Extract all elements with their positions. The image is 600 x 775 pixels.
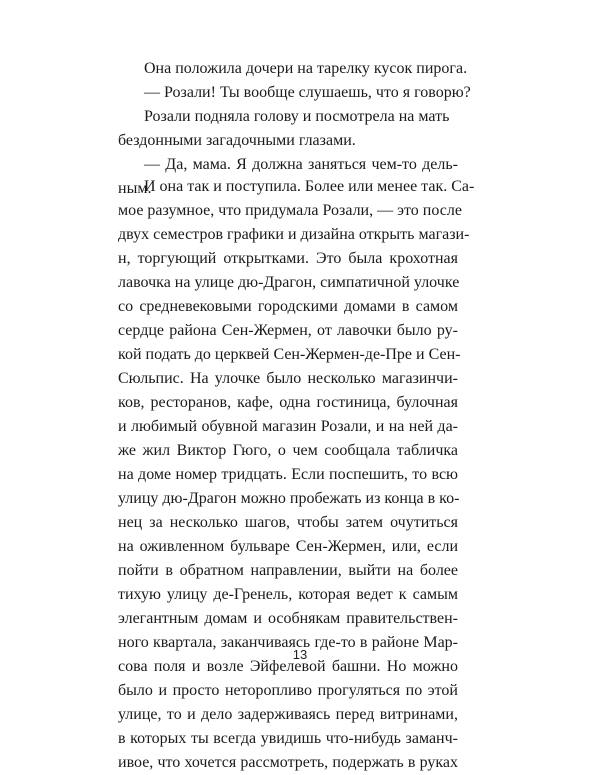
text-line: ков, ресторанов, кафе, одна гостиница, булочная <box>118 394 458 411</box>
text-line: ивое, что хочется рассмотреть, подержать в руках <box>118 754 458 771</box>
page-number: 13 <box>292 647 308 662</box>
text-line: было и просто неторопливо прогуляться по этой <box>118 682 458 699</box>
text-line: на доме номер тридцать. Если поспешить, то всю <box>118 466 458 483</box>
text-line: И она так и поступила. Более или менее так. Са- <box>144 178 475 195</box>
text-line: н, торгующий открытками. Это была крохотная <box>118 250 458 267</box>
text-line: Сюльпис. На улочке было несколько магазинчи- <box>118 370 458 387</box>
text-line: сердце района Сен-Жермен, от лавочки было ру- <box>118 322 458 339</box>
main-paragraph-section <box>118 175 475 775</box>
text-line: в которых ты всегда увидишь что-нибудь заманч- <box>118 730 458 747</box>
dialog-line-1 <box>118 81 471 105</box>
text-line: ным. <box>118 180 152 197</box>
text-line: элегантным домам и особнякам правительствен- <box>118 610 458 627</box>
text-line: со средневековыми городскими домами в самом <box>118 298 458 315</box>
text-line: нец за несколько шагов, чтобы затем очутиться <box>118 514 458 531</box>
text-line: тихую улицу де-Гренель, которая ведет к самым <box>118 586 458 603</box>
text-line: пойти в обратном направлении, выйти на более <box>118 562 458 579</box>
text-line: Она положила дочери на тарелку кусок пирога. <box>144 60 468 77</box>
text-line: — Розали! Ты вообще слушаешь, что я говорю? <box>144 84 471 101</box>
text-line: бездонными загадочными глазами. <box>118 132 356 149</box>
text-line: и любимый обувной магазин Розали, и на ней да- <box>118 418 458 435</box>
text-line: улицу дю-Драгон можно пробежать из конца в ко- <box>118 490 460 507</box>
text-line: сова поля и возле Эйфелевой башни. Но можно <box>118 658 458 675</box>
text-line: двух семестров графики и дизайна открыть магази- <box>118 226 470 243</box>
text-line: же жил Виктор Гюго, о чем сообщала табличка <box>118 442 458 459</box>
paragraph-main <box>118 175 475 775</box>
paragraph-2 <box>118 105 458 153</box>
text-line: лавочка на улице дю-Драгон, симпатичной улочке <box>118 274 460 291</box>
text-line: Розали подняла голову и посмотрела на мать <box>144 108 450 125</box>
paragraph-1 <box>118 57 468 81</box>
text-line: ного квартала, заканчиваясь где-то в районе Мар- <box>118 634 458 651</box>
text-line: кой подать до церквей Сен-Жермен-де-Пре и Сен- <box>118 346 461 363</box>
text-line: — Да, мама. Я должна заняться чем-то дель- <box>144 156 458 173</box>
text-line: на оживленном бульваре Сен-Жермен, или, если <box>118 538 458 555</box>
text-line: мое разумное, что придумала Розали, — это после <box>118 202 462 219</box>
text-line: улице, то и дело задерживаясь перед витринами, <box>118 706 458 723</box>
